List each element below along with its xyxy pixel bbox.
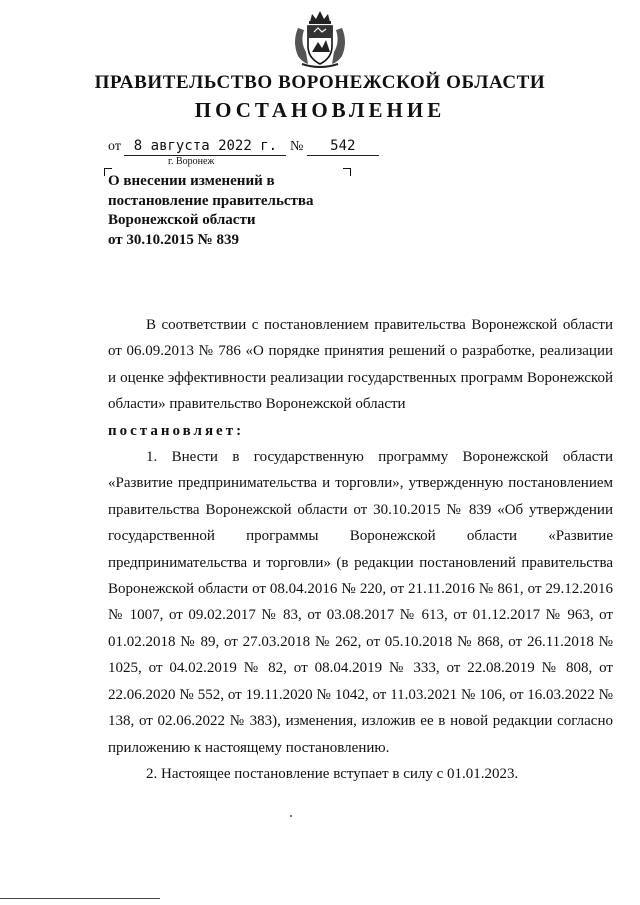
item-2-paragraph: 2. Настоящее постановление вступает в силу с 01.01.2023. (146, 765, 519, 782)
title-line: О внесении изменений в (108, 173, 275, 189)
intro-paragraph: В соответствии с постановлением правительства Воронежской области от 06.09.2013 № 786 «О порядке принятия решений о разработке, реализации и оценке эффективности реализации государственных программ Воронежской области» правительство Воронежской области (108, 317, 613, 413)
document-title (108, 172, 358, 250)
document-type: ПОСТАНОВЛЕНИЕ (194, 98, 446, 122)
item-1-paragraph: 1. Внести в государственную программу Воронежской области «Развитие предпринимательства и торговли», утвержденную постановлением правительства Воронежской области от 30.10.2015 № 839 «Об утверждении государственной программы Воронежской области «Развитие предпринимательства и торговли» (в редакции постановлений правительства Воронежской области от 08.04.2016 № 220, от 21.11.2016 № 861, от 29.12.2016 № 1007, от 09.02.2017 № 83, от 03.08.2017 № 613, от 01.12.2017 № 963, от 01.02.2018 № 89, от 27.03.2018 № 262, от 05.10.2018 № 868, от 26.11.2018 № 1025, от 04.02.2019 № 82, от 08.04.2019 № 333, от 22.08.2019 № 808, от 22.06.2020 № 552, от 19.11.2020 № 1042, от 11.03.2021 № 106, от 16.03.2022 № 138, от 02.06.2022 № 383), изменения, изложив ее в новой редакции согласно приложению к настоящему постановлению. (108, 449, 613, 756)
date-line (108, 138, 379, 156)
document-body (108, 312, 613, 787)
title-line: Воронежской области (108, 212, 256, 228)
title-line: от 30.10.2015 № 839 (108, 231, 239, 248)
number-label: № (289, 139, 304, 154)
date-from-label: от (108, 139, 121, 154)
document-date: 8 августа 2022 г. (124, 138, 286, 156)
title-line: постановление правительства (108, 192, 314, 209)
city-label: г. Воронеж (168, 156, 215, 167)
footer-rule (0, 898, 160, 899)
scan-speck (290, 815, 292, 817)
resolves-word: постановляет: (108, 422, 245, 439)
coat-of-arms-icon (288, 8, 352, 70)
document-number: 542 (307, 138, 379, 156)
organization-name: ПРАВИТЕЛЬСТВО ВОРОНЕЖСКОЙ ОБЛАСТИ (94, 72, 546, 93)
